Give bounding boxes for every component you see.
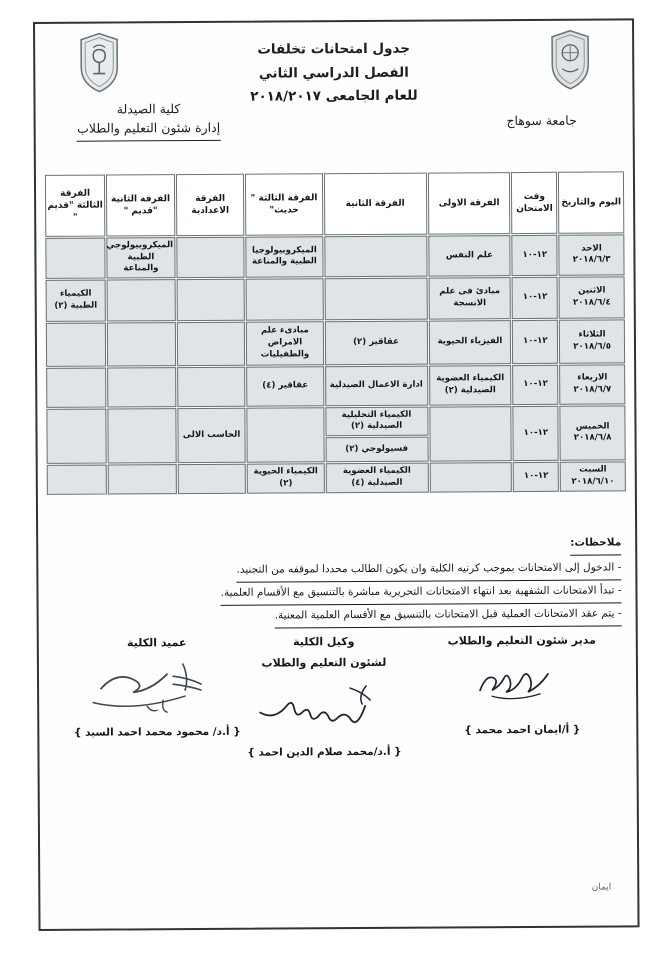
table-row — [46, 405, 625, 438]
signature-block-dean — [57, 633, 258, 739]
cell-year-3-new: مبادىء علم الامراض والطفيليات — [246, 321, 323, 365]
table-row — [45, 234, 624, 278]
cell-year-2-old — [107, 279, 176, 321]
row-date: ٢٠١٨/٦/٨ — [573, 432, 612, 444]
cell-year-1 — [429, 406, 512, 462]
row-date: ٢٠١٨/٦/٤ — [572, 297, 611, 308]
cell-prep — [176, 237, 245, 278]
cell-year-3-old — [47, 465, 107, 495]
department-name: إدارة شئون التعليم والطلاب — [77, 118, 220, 141]
row-date: ٢٠١٨/٦/١٠ — [571, 476, 615, 487]
signature-role: عميد الكلية — [126, 636, 187, 650]
col-header-year-2: الفرقة الثانية — [324, 173, 427, 236]
cell-year-1: علم النفس — [428, 235, 511, 276]
cell-year-1: مبادئ فى علم الانسجة — [428, 277, 511, 320]
note-item-text: - يتم عقد الامتحانات العملية قبل الامتحانات بالتنسيق مع الأقسام العلمية المعنية. — [275, 603, 622, 628]
row-day: الاحد — [581, 243, 602, 254]
cell-year-2 — [324, 236, 427, 277]
signature-role-secondary: لشئون التعليم والطلاب — [261, 655, 387, 670]
cell-exam-time: ١٢-١٠ — [513, 462, 559, 492]
cell-year-3-new: الكيمياء الحيوية (٢) — [247, 463, 324, 493]
note-item — [121, 580, 621, 606]
cell-year-2-old: الميكروبيولوجي الطبية والمناعة — [106, 237, 175, 278]
cell-year-3-new: عقاقير (٤) — [246, 366, 323, 406]
cell-day-date — [560, 461, 626, 491]
signature-role: وكيل الكلية — [293, 635, 355, 649]
cell-year-1: الفيزياء الحيوية — [428, 320, 511, 365]
col-header-day-date: اليوم والتاريخ — [558, 171, 624, 233]
note-item — [121, 557, 621, 583]
notes-section — [121, 532, 622, 629]
cell-exam-time: ١٢-١٠ — [512, 277, 558, 319]
cell-year-1: الكيمياء العضوية الصيدلية (٢) — [429, 365, 512, 406]
cell-prep — [176, 278, 245, 320]
cell-day-date — [560, 405, 626, 461]
row-date: ٢٠١٨/٦/٥ — [573, 341, 612, 352]
table-header-row — [45, 171, 624, 237]
row-day: الخميس — [575, 421, 610, 432]
cell-year-3-old: الكيمياء الطبية (٢) — [46, 279, 106, 321]
university-emblem-icon — [548, 29, 592, 91]
cell-year-3-old — [46, 408, 106, 464]
cell-year-2-old — [107, 322, 176, 366]
signature-name: { أ.د/ محمود محمد احمد السيد } — [73, 725, 241, 739]
cell-year-2: عقاقير (٢) — [324, 320, 427, 365]
cell-prep — [177, 464, 246, 494]
faculty-block — [53, 99, 243, 142]
col-header-year-3-new: الفرقة الثالثة " حديث" — [245, 173, 323, 235]
col-header-year-2-old: الفرقة الثانية "قديم " — [106, 174, 175, 236]
cell-year-2: ادارة الاعمال الصيدلية — [325, 365, 428, 406]
cell-year-2-old — [107, 408, 176, 464]
document-header — [35, 20, 633, 152]
col-header-prep: الفرقة الاعدادية — [176, 174, 245, 236]
cell-day-date — [559, 234, 625, 275]
signatures-section — [39, 630, 637, 814]
title-line-2: الفصل الدراسي الثاني — [258, 64, 409, 82]
exam-schedule-table — [44, 170, 627, 496]
cell-year-3-old — [45, 238, 105, 279]
table-row — [46, 276, 625, 322]
table-row — [46, 319, 625, 367]
signature-name: { أ.د/محمد صلام الدين احمد } — [247, 745, 402, 759]
cell-exam-time: ١٢-١٠ — [513, 365, 559, 405]
cell-year-2 — [324, 277, 427, 320]
note-item — [122, 603, 622, 629]
cell-exam-time: ١٢-١٠ — [513, 406, 559, 461]
col-header-exam-time: وقت الامتحان — [511, 172, 557, 234]
document-page — [33, 18, 640, 931]
signature-name: { أ/ايمان احمد محمد } — [464, 723, 581, 737]
note-item-text: - الدخول إلى الامتحانات بموجب كرنيه الكلية وان يكون الطالب محددا لموقفه من التجنيد. — [236, 557, 621, 582]
handwritten-signature-icon — [422, 651, 622, 724]
cell-year-3-old — [46, 322, 106, 366]
faculty-name: كلية الصيدلة — [116, 101, 181, 117]
cell-year-3-new: الميكروبيولوجيا الطبية والمناعة — [246, 236, 323, 277]
row-day: الاثنين — [578, 285, 606, 296]
cell-prep: الحاسب الالى — [177, 407, 246, 463]
footer-mark: ايمان — [591, 882, 612, 893]
table-row — [47, 461, 626, 495]
signature-role: مدير شئون التعليم والطلاب — [447, 633, 596, 648]
table-row — [46, 364, 625, 408]
signature-block-student-affairs-director — [422, 630, 623, 736]
handwritten-signature-icon — [57, 654, 257, 727]
cell-year-3-new — [247, 407, 325, 463]
cell-prep — [177, 366, 246, 406]
cell-exam-time: ١٢-١٠ — [512, 235, 558, 276]
cell-year-1 — [429, 462, 512, 493]
notes-title: ملاحظات: — [570, 532, 621, 555]
row-date: ٢٠١٨/٦/٧ — [573, 384, 612, 395]
university-name: جامعة سوهاج — [506, 112, 577, 129]
cell-year-2: الكيمياء العضوية الصيدلية (٤) — [325, 463, 428, 494]
row-date: ٢٠١٨/٦/٣ — [572, 254, 611, 266]
cell-day-date — [559, 364, 625, 404]
cell-year-2-old — [108, 464, 177, 494]
cell-prep — [177, 321, 246, 365]
cell-year-2-old — [107, 367, 176, 407]
cell-exam-time: ١٢-١٠ — [512, 320, 558, 364]
title-line-1: جدول امتحانات تخلفات — [257, 40, 411, 58]
row-day: السبت — [579, 464, 607, 476]
cell-year-3-new — [246, 278, 323, 320]
cell-year-3-old — [46, 367, 106, 407]
col-header-year-1: الفرقة الاولى — [427, 172, 510, 235]
cell-day-date — [559, 276, 625, 318]
cell-year-2-b: فسيولوجي (٢) — [325, 437, 428, 463]
cell-day-date — [559, 319, 625, 363]
col-header-year-3-old: الفرقة الثالثة "قديم " — [45, 175, 106, 237]
cell-year-2-a: الكيمياء التحليلية الصيدلية (٢) — [325, 406, 428, 436]
row-day: الثلاثاء — [578, 329, 606, 340]
note-item-text: - تبدأ الامتحانات الشفهية بعد انتهاء الامتحانات التحريرية مباشرة بالتنسيق مع الأقسام العلمية. — [221, 580, 622, 605]
exam-schedule-table-wrapper — [44, 170, 627, 496]
title-line-3: للعام الجامعى ٢٠١٨/٢٠١٧ — [250, 87, 418, 105]
row-day: الاربعاء — [577, 372, 608, 383]
